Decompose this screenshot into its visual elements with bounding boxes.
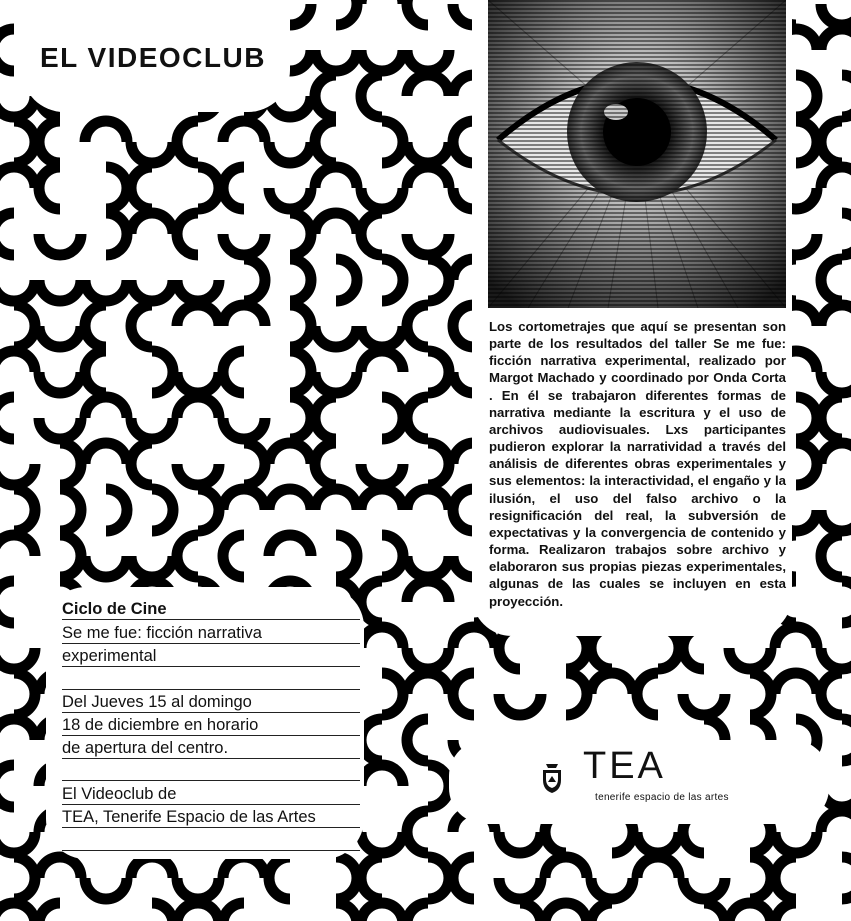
- pattern-arc: [39, 418, 81, 439]
- pattern-arc: [821, 648, 851, 669]
- pattern-arc: [315, 75, 336, 117]
- pattern-arc: [336, 535, 357, 577]
- pattern-arc: [177, 213, 198, 255]
- pattern-arc: [85, 280, 127, 301]
- pattern-arc: [223, 167, 244, 209]
- pattern-arc: [131, 556, 173, 577]
- pattern-arc: [821, 29, 851, 50]
- rule: [62, 804, 360, 805]
- pattern-arc: [0, 581, 14, 623]
- pattern-arc: [407, 648, 449, 669]
- rule: [62, 850, 360, 851]
- pattern-arc: [39, 372, 81, 393]
- pattern-arc: [315, 326, 357, 347]
- series-label: Ciclo de Cine: [62, 600, 167, 618]
- pattern-arc: [177, 121, 198, 163]
- pattern-arc: [361, 489, 403, 510]
- pattern-arc: [407, 397, 428, 439]
- rule: [62, 735, 360, 736]
- pattern-arc: [382, 673, 403, 715]
- pattern-arc: [315, 50, 357, 71]
- pattern-arc: [14, 489, 35, 531]
- pattern-arc: [407, 167, 449, 188]
- pattern-arc: [407, 75, 449, 96]
- pattern-arc: [407, 0, 428, 25]
- pattern-arc: [315, 167, 357, 188]
- pattern-arc: [244, 259, 265, 301]
- pattern-arc: [198, 489, 219, 531]
- pattern-arc: [269, 142, 311, 163]
- pattern-arc: [336, 857, 357, 899]
- pattern-arc: [382, 535, 403, 577]
- pattern-arc: [14, 857, 35, 899]
- pattern-arc: [821, 4, 851, 25]
- rule: [62, 619, 360, 620]
- pattern-arc: [821, 397, 842, 439]
- pattern-arc: [223, 351, 244, 393]
- pattern-arc: [315, 372, 357, 393]
- pattern-arc: [796, 443, 817, 485]
- pattern-arc: [407, 903, 428, 921]
- dates-line-3: de apertura del centro.: [62, 739, 229, 757]
- dates-line-2: 18 de diciembre en horario: [62, 716, 259, 734]
- pattern-arc: [407, 673, 449, 694]
- pattern-arc: [796, 397, 817, 439]
- pattern-arc: [407, 556, 449, 577]
- pattern-arc: [821, 811, 851, 832]
- rule: [62, 758, 360, 759]
- pattern-arc: [821, 372, 851, 393]
- tea-logo-subtitle: tenerife espacio de las artes: [595, 792, 729, 803]
- pattern-arc: [361, 0, 403, 4]
- pattern-arc: [637, 832, 679, 853]
- pattern-arc: [269, 489, 311, 510]
- pattern-arc: [729, 903, 771, 921]
- pattern-arc: [0, 464, 35, 485]
- pattern-arc: [85, 878, 127, 899]
- pattern-arc: [361, 75, 382, 117]
- pattern-arc: [796, 75, 817, 117]
- pattern-arc: [177, 305, 219, 326]
- pattern-arc: [842, 719, 851, 761]
- pattern-arc: [269, 857, 290, 899]
- pattern-arc: [14, 305, 35, 347]
- pattern-arc: [821, 673, 842, 715]
- rule: [62, 643, 360, 644]
- pattern-arc: [0, 167, 35, 188]
- pattern-arc: [775, 627, 817, 648]
- pattern-arc: [821, 443, 851, 464]
- rule: [62, 666, 360, 667]
- pattern-arc: [683, 878, 725, 899]
- pattern-arc: [0, 832, 35, 853]
- pattern-arc: [821, 167, 851, 188]
- pattern-arc: [453, 489, 474, 531]
- pattern-arc: [269, 535, 311, 556]
- pattern-arc: [453, 857, 474, 899]
- pattern-arc: [85, 443, 127, 464]
- pattern-arc: [407, 489, 449, 510]
- pattern-arc: [223, 857, 265, 878]
- pattern-arc: [336, 259, 357, 301]
- pattern-arc: [315, 213, 357, 234]
- pattern-arc: [39, 234, 81, 255]
- pattern-arc: [0, 535, 35, 556]
- pattern-arc: [591, 673, 633, 694]
- pattern-arc: [428, 857, 449, 899]
- pattern-arc: [361, 857, 382, 899]
- pattern-arc: [428, 351, 449, 393]
- pattern-arc: [315, 397, 336, 439]
- pattern-arc: [177, 878, 219, 899]
- pattern-arc: [177, 372, 219, 393]
- pattern-arc: [382, 121, 403, 163]
- pattern-arc: [223, 535, 244, 577]
- pattern-arc: [0, 351, 35, 372]
- pattern-arc: [0, 280, 35, 301]
- pattern-arc: [269, 188, 311, 209]
- pattern-arc: [591, 903, 612, 921]
- pattern-arc: [361, 581, 382, 623]
- pattern-arc: [499, 832, 541, 853]
- pattern-arc: [0, 397, 14, 439]
- pattern-arc: [106, 213, 127, 255]
- pattern-arc: [453, 673, 474, 715]
- pattern-arc: [821, 121, 842, 163]
- rule: [62, 689, 360, 690]
- pattern-arc: [177, 903, 219, 921]
- pattern-arc: [775, 857, 796, 899]
- pattern-arc: [637, 857, 679, 878]
- pattern-arc: [637, 673, 658, 715]
- pattern-arc: [315, 121, 336, 163]
- pattern-arc: [39, 903, 60, 921]
- pattern-arc: [39, 280, 81, 301]
- logo-panel: [449, 740, 829, 824]
- pattern-arc: [821, 305, 851, 326]
- pattern-arc: [152, 903, 173, 921]
- organizer-line-1: El Videoclub de: [62, 785, 177, 803]
- title-panel: [22, 0, 290, 112]
- pattern-arc: [290, 305, 311, 347]
- pattern-arc: [520, 903, 541, 921]
- pattern-arc: [453, 121, 474, 163]
- pattern-arc: [0, 648, 35, 669]
- pattern-arc: [290, 259, 311, 301]
- pattern-arc: [85, 305, 106, 347]
- pattern-arc: [0, 96, 35, 117]
- pattern-arc: [407, 719, 428, 761]
- pattern-arc: [131, 142, 173, 163]
- pattern-arc: [750, 857, 771, 899]
- pattern-arc: [382, 259, 403, 301]
- pattern-arc: [428, 765, 449, 807]
- pattern-arc: [796, 121, 817, 163]
- right-column: [472, 0, 792, 636]
- pattern-arc: [106, 167, 127, 209]
- pattern-arc: [336, 903, 357, 921]
- pattern-arc: [223, 121, 265, 142]
- pattern-arc: [244, 443, 265, 485]
- pattern-arc: [39, 857, 81, 878]
- pattern-arc: [453, 305, 474, 347]
- pattern-arc: [85, 351, 106, 393]
- pattern-arc: [0, 903, 35, 921]
- pattern-arc: [407, 305, 428, 347]
- pattern-arc: [0, 719, 35, 740]
- pattern-arc: [0, 765, 14, 807]
- pattern-arc: [131, 213, 173, 234]
- pattern-arc: [842, 75, 851, 117]
- pattern-arc: [131, 418, 173, 439]
- rule: [62, 712, 360, 713]
- pattern-arc: [545, 857, 587, 878]
- pattern-arc: [842, 213, 851, 255]
- pattern-arc: [361, 765, 403, 786]
- eye-image: [488, 0, 786, 308]
- pattern-arc: [775, 673, 817, 694]
- pattern-arc: [131, 305, 152, 347]
- pattern-arc: [499, 878, 541, 899]
- pattern-arc: [223, 418, 265, 439]
- pattern-arc: [60, 443, 81, 485]
- pattern-arc: [131, 443, 152, 485]
- event-title-line-1: Se me fue: ficción narrativa: [62, 624, 262, 642]
- pattern-arc: [453, 627, 495, 648]
- pattern-arc: [704, 903, 725, 921]
- pattern-arc: [591, 878, 633, 899]
- pattern-arc: [0, 213, 14, 255]
- pattern-arc: [729, 648, 771, 669]
- pattern-arc: [269, 443, 311, 464]
- pattern-arc: [177, 280, 219, 301]
- pattern-arc: [290, 213, 311, 255]
- pattern-arc: [382, 397, 403, 439]
- rule: [62, 780, 360, 781]
- pattern-arc: [85, 556, 127, 577]
- pattern-arc: [223, 903, 244, 921]
- pattern-arc: [177, 535, 198, 577]
- pattern-arc: [223, 305, 265, 326]
- pattern-arc: [177, 464, 219, 485]
- pattern-arc: [152, 351, 173, 393]
- pattern-arc: [131, 167, 152, 209]
- pattern-arc: [821, 535, 842, 577]
- tea-logo-text: TEA: [583, 745, 666, 787]
- pattern-arc: [361, 464, 403, 485]
- page-title: EL VIDEOCLUB: [40, 42, 266, 73]
- pattern-arc: [842, 581, 851, 623]
- pattern-arc: [821, 510, 851, 531]
- pattern-arc: [39, 167, 60, 209]
- pattern-arc: [821, 259, 842, 301]
- pattern-arc: [407, 142, 449, 163]
- pattern-arc: [775, 903, 796, 921]
- coat-of-arms-icon: [539, 762, 565, 794]
- pattern-arc: [407, 581, 449, 602]
- pattern-arc: [177, 397, 219, 418]
- pattern-arc: [407, 50, 449, 71]
- pattern-arc: [290, 397, 311, 439]
- pattern-arc: [842, 857, 851, 899]
- pattern-arc: [545, 903, 587, 921]
- pattern-arc: [39, 326, 81, 347]
- pattern-arc: [775, 832, 817, 853]
- dates-line-1: Del Jueves 15 al domingo: [62, 693, 252, 711]
- pattern-arc: [39, 121, 60, 163]
- organizer-line-2: TEA, Tenerife Espacio de las Artes: [62, 808, 316, 826]
- pattern-arc: [315, 443, 336, 485]
- pattern-arc: [361, 213, 382, 255]
- pattern-arc: [336, 0, 357, 25]
- pattern-arc: [361, 627, 403, 648]
- pattern-arc: [198, 167, 219, 209]
- pattern-arc: [566, 673, 587, 715]
- pattern-arc: [14, 121, 35, 163]
- pattern-arc: [152, 489, 173, 531]
- pattern-arc: [361, 903, 403, 921]
- pattern-arc: [60, 535, 81, 577]
- pattern-arc: [315, 489, 357, 510]
- pattern-arc: [361, 50, 403, 71]
- pattern-arc: [290, 351, 311, 393]
- pattern-arc: [361, 351, 403, 372]
- pattern-arc: [14, 673, 35, 715]
- pattern-arc: [407, 811, 428, 853]
- pattern-arc: [85, 397, 127, 418]
- event-title-line-2: experimental: [62, 647, 157, 665]
- pattern-arc: [361, 188, 403, 209]
- pattern-arc: [0, 29, 14, 71]
- pattern-arc: [60, 489, 81, 531]
- pattern-arc: [223, 234, 265, 255]
- pattern-arc: [428, 259, 449, 301]
- pattern-arc: [106, 489, 127, 531]
- pattern-arc: [361, 832, 403, 853]
- pattern-arc: [131, 280, 173, 301]
- rule: [62, 827, 360, 828]
- pattern-arc: [85, 121, 127, 142]
- pattern-arc: [428, 443, 449, 485]
- pattern-arc: [407, 234, 449, 255]
- pattern-arc: [499, 694, 541, 715]
- pattern-arc: [750, 673, 771, 715]
- pattern-arc: [361, 719, 382, 761]
- pattern-arc: [683, 694, 725, 715]
- description-text: Los cortometrajes que aquí se presentan son parte de los resultados del taller Se me fue: ficción narrativa experimental, realizado por Margot Machado y coordinado por Onda Corta . En él se trabajaron diferentes formas de narrativa mediante la escritura y el uso de archivos audiovisuales. Lxs participantes pudieron explorar la narratividad a través del análisis de diferentes obras experimentales y sus elementos: la interactividad, el engaño y la ilusión, el uso del falso archivo o la resignificación del real, la subversión de expectativas y la convergencia de contenido y forma. Realizaron trabajos sobre archivo y elaboraron sus propias piezas experimentales, algunas de las cuales se incluyen en esta proyección.: [489, 319, 786, 609]
- pattern-arc: [361, 326, 403, 347]
- pattern-arc: [131, 857, 173, 878]
- pattern-arc: [223, 489, 265, 510]
